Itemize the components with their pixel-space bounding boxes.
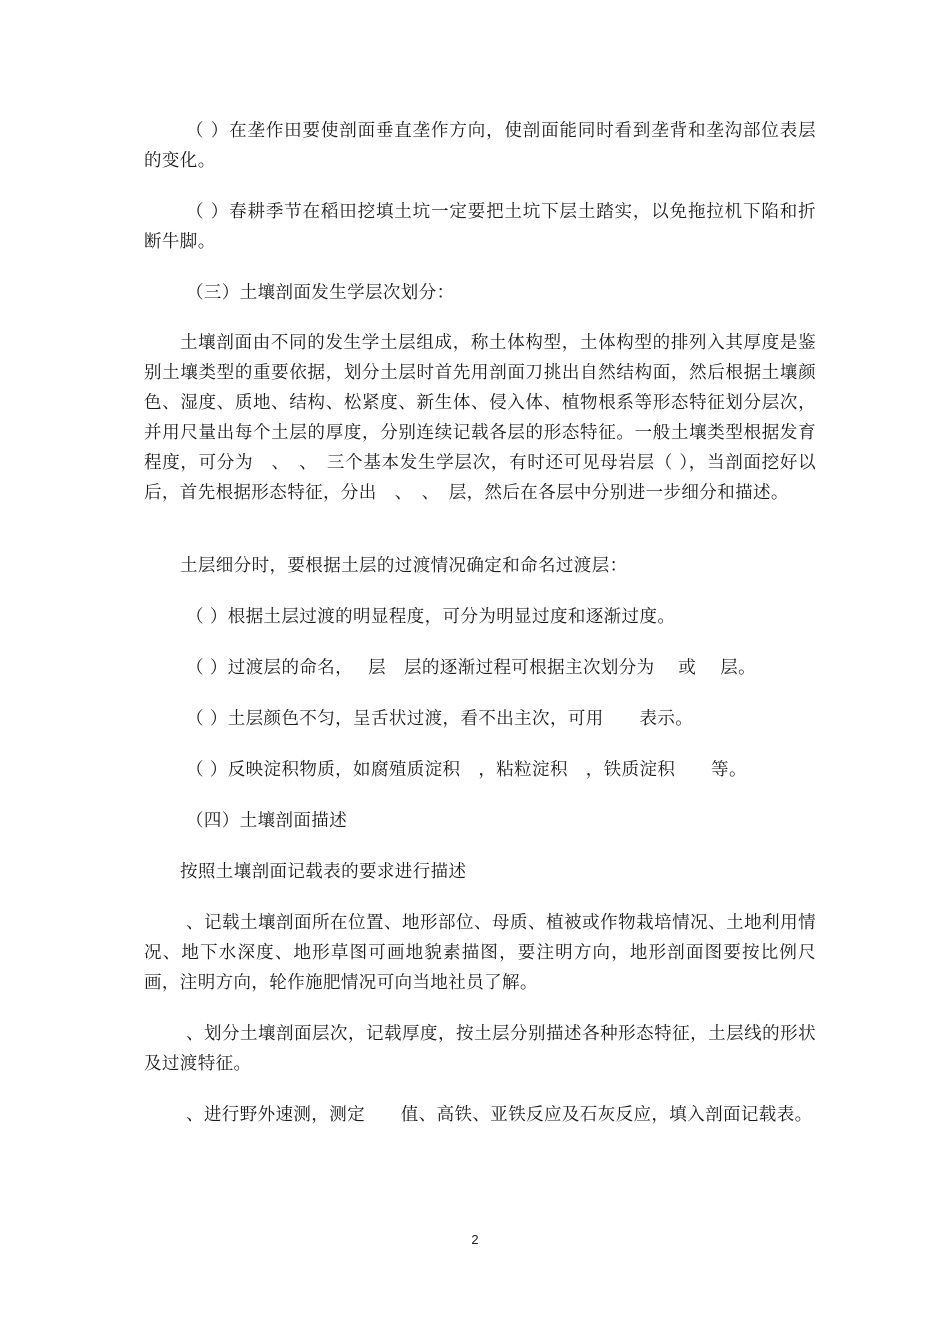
section-heading-horizon-division: （三）土壤剖面发生学层次划分： <box>186 283 455 303</box>
paragraph-record-requirement: 按照土壤剖面记载表的要求进行描述 <box>180 862 467 882</box>
paragraph-transition-distinctness: （ ）根据土层过渡的明显程度，可分为明显过度和逐渐过度。 <box>186 607 676 627</box>
paragraph-divide-layers: 、划分土壤剖面层次，记载厚度，按土层分别描述各种形态特征，土层线的形状及过渡特征。 <box>144 1024 816 1074</box>
paragraph-transition-intro: 土层细分时，要根据土层的过渡情况确定和命名过渡层： <box>180 556 628 576</box>
paragraph-ridge-profile: （ ）在垄作田要使剖面垂直垄作方向，使剖面能同时看到垄背和垄沟部位表层的变化。 <box>144 121 816 171</box>
paragraph-paddy-pit: （ ）春耕季节在稻田挖填土坑一定要把土坑下层土踏实，以免拖拉机下陷和折断牛脚。 <box>144 202 816 252</box>
section-heading-profile-description: （四）土壤剖面描述 <box>186 811 348 831</box>
paragraph-horizon-description: 土壤剖面由不同的发生学土层组成，称土体构型，土体构型的排列入其厚度是鉴别土壤类型的重要依据，划分土层时首先用剖面刀挑出自然结构面，然后根据土壤颜色、湿度、质地、结构、松紧度、新生体、侵入体、植物根系等形态特征划分层次，并用尺量出每个土层的厚度，分别连续记载各层的形态特征。一般土壤类型根据发育程度，可分为 、 、 三个基本发生学层次，有时还可见母岩层（ ），当剖面挖好以后，首先根据形态特征，分出 、 、 层，然后在各层中分别进一步细分和描述。 <box>144 333 816 503</box>
paragraph-illuvial-material: （ ）反映淀积物质，如腐殖质淀积 ，粘粒淀积 ，铁质淀积 等。 <box>186 760 747 780</box>
paragraph-record-location: 、记载土壤剖面所在位置、地形部位、母质、植被或作物栽培情况、土地利用情况、地下水深度、地形草图可画地貌素描图，要注明方向，地形剖面图要按比例尺画，注明方向，轮作施肥情况可向当地社员了解。 <box>144 913 816 993</box>
page-number: 2 <box>471 1232 479 1247</box>
paragraph-transition-naming: （ ）过渡层的命名， 层 层的逐渐过程可根据主次划分为 或 层。 <box>186 658 756 678</box>
paragraph-tongue-transition: （ ）土层颜色不匀，呈舌状过渡，看不出主次，可用 表示。 <box>186 709 694 729</box>
paragraph-field-test: 、进行野外速测，测定 值、高铁、亚铁反应及石灰反应，填入剖面记载表。 <box>186 1105 813 1125</box>
